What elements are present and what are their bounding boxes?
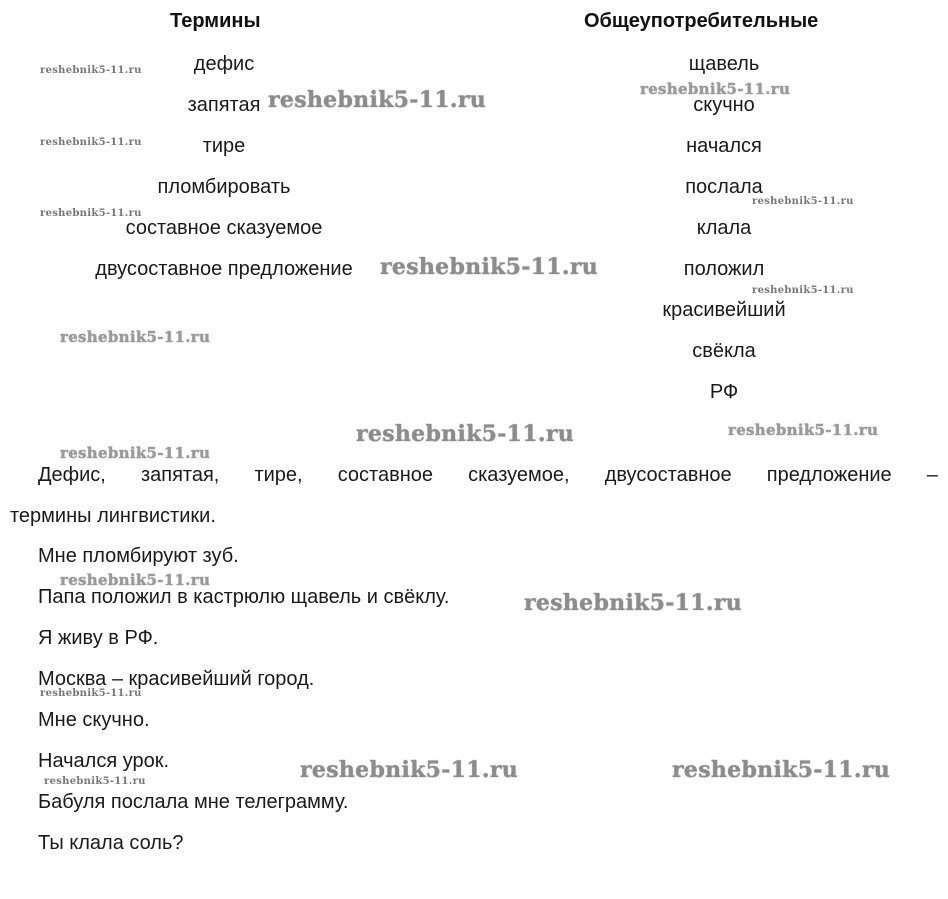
term-word: тире bbox=[202, 135, 246, 157]
sentence: Москва – красивейший город. bbox=[38, 668, 315, 690]
common-word: послала bbox=[685, 176, 763, 198]
header-terms: Термины bbox=[170, 10, 261, 32]
watermark: reshebnik5-11.ru bbox=[60, 328, 211, 346]
watermark: reshebnik5-11.ru bbox=[672, 757, 891, 783]
watermark: reshebnik5-11.ru bbox=[268, 87, 487, 113]
common-word: красивейший bbox=[662, 299, 786, 321]
term-word: пломбировать bbox=[157, 176, 291, 198]
watermark: reshebnik5-11.ru bbox=[40, 65, 142, 76]
watermark: reshebnik5-11.ru bbox=[380, 254, 599, 280]
common-word: щавель bbox=[688, 53, 760, 75]
common-word: РФ bbox=[709, 381, 739, 403]
common-word: скучно bbox=[693, 94, 755, 116]
paragraph-word: сказуемое, bbox=[468, 464, 570, 486]
common-word: свёкла bbox=[692, 340, 756, 362]
sentence: Мне скучно. bbox=[38, 709, 150, 731]
paragraph-word: составное bbox=[337, 464, 434, 486]
sentence: Ты клала соль? bbox=[38, 832, 184, 854]
watermark: reshebnik5-11.ru bbox=[524, 590, 743, 616]
watermark: reshebnik5-11.ru bbox=[356, 421, 575, 447]
sentence: Начался урок. bbox=[38, 750, 170, 772]
watermark: reshebnik5-11.ru bbox=[40, 137, 142, 148]
term-word: запятая bbox=[187, 94, 261, 116]
watermark: reshebnik5-11.ru bbox=[40, 208, 142, 219]
paragraph-word: двусоставное bbox=[604, 464, 732, 486]
paragraph-word: тире, bbox=[254, 464, 303, 486]
sentence: Папа положил в кастрюлю щавель и свёклу. bbox=[38, 586, 450, 608]
term-word: составное сказуемое bbox=[125, 217, 323, 239]
common-word: клала bbox=[696, 217, 752, 239]
watermark: reshebnik5-11.ru bbox=[60, 444, 211, 462]
common-word: начался bbox=[686, 135, 762, 157]
header-common: Общеупотребительные bbox=[584, 10, 819, 32]
paragraph-line-2: термины лингвистики. bbox=[10, 505, 216, 527]
paragraph-word: – bbox=[926, 464, 938, 486]
paragraph-word: запятая, bbox=[140, 464, 220, 486]
watermark: reshebnik5-11.ru bbox=[44, 776, 146, 787]
watermark: reshebnik5-11.ru bbox=[300, 757, 519, 783]
term-word: дефис bbox=[193, 53, 255, 75]
paragraph bbox=[10, 455, 938, 537]
watermark: reshebnik5-11.ru bbox=[728, 421, 879, 439]
common-word: положил bbox=[683, 258, 765, 280]
watermark: reshebnik5-11.ru bbox=[60, 571, 211, 589]
watermark: reshebnik5-11.ru bbox=[40, 688, 142, 699]
term-word: двусоставное предложение bbox=[95, 258, 353, 280]
paragraph-word: предложение bbox=[766, 464, 892, 486]
watermark: reshebnik5-11.ru bbox=[752, 196, 854, 207]
watermark: reshebnik5-11.ru bbox=[752, 285, 854, 296]
paragraph-word: Дефис, bbox=[38, 464, 106, 486]
sentence: Бабуля послала мне телеграмму. bbox=[38, 791, 349, 813]
sentence: Мне пломбируют зуб. bbox=[38, 545, 239, 567]
watermark: reshebnik5-11.ru bbox=[640, 80, 791, 98]
sentence: Я живу в РФ. bbox=[38, 627, 159, 649]
